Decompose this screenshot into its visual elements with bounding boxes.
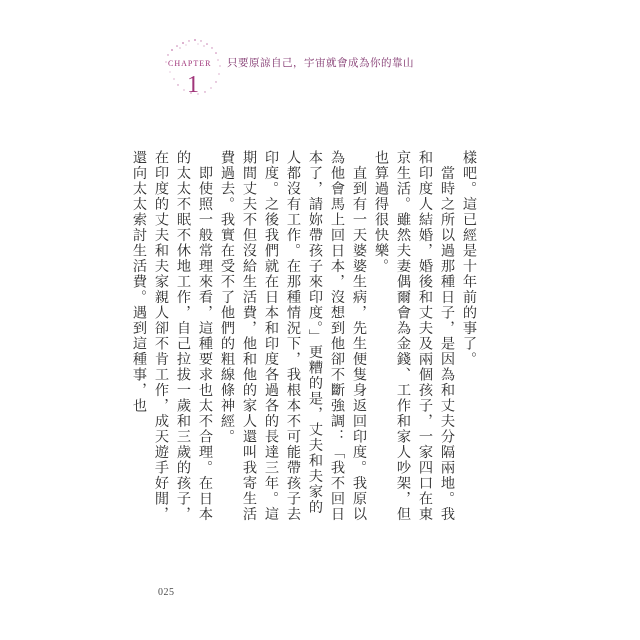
paragraph: 直到有一天婆婆生病，先生便隻身返回印度。我原以為他會馬上回日本，沒想到他卻不斷強調：「我不回日本了，請妳帶孩子來印度。」更糟的是，丈夫和夫家的人都沒有工作。在那種情況下，我根本不可能帶孩子去印度。之後我們就在日本和印度各過各的長達三年。這期間丈夫不但沒給生活費，他和他的家人還叫我寄生活費過去。我實在受不了他們的粗線條神經。: [219, 150, 367, 522]
chapter-number: 1: [187, 72, 199, 98]
page-number: 025: [158, 587, 175, 598]
body-text: [131, 150, 480, 530]
paragraph: 樣吧。這已經是十年前的事了。: [461, 150, 477, 367]
chapter-title: 只要原諒自己，宇宙就會成為你的靠山: [227, 57, 414, 69]
paragraph: 當時之所以過那種日子，是因為和丈夫分隔兩地。我和印度人結婚，婚後和丈夫及兩個孩子，一家四口在東京生活。雖然夫妻偶爾會為金錢、工作和家人吵架，但也算過得很快樂。: [373, 150, 455, 522]
chapter-label: CHAPTER: [168, 59, 212, 68]
paragraph: 即使照一般常理來看，這種要求也太不合理。在日本的太太不眠不休地工作，自己拉拔一歲和三歲的孩子，在印度的丈夫和夫家親人卻不肯工作，成天遊手好閒，還向太太索討生活費。遇到這種事，也: [131, 150, 213, 522]
